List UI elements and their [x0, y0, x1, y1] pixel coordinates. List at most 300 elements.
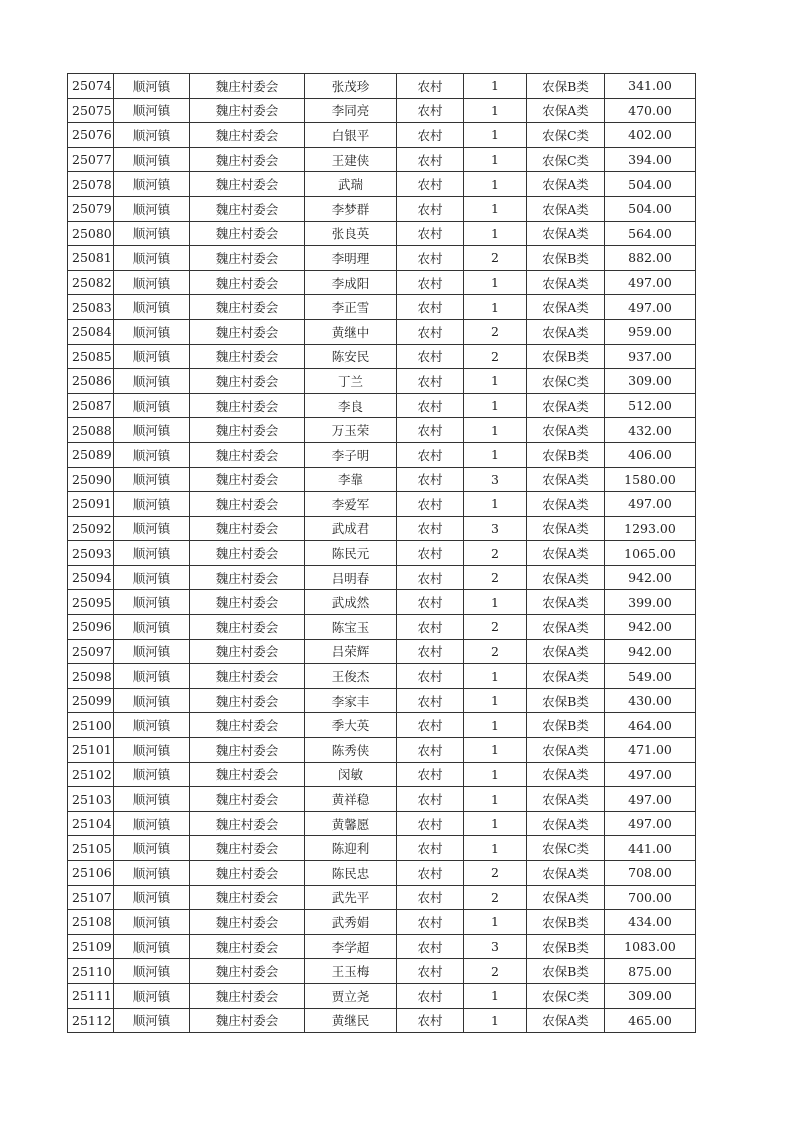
- record-id-cell: 25084: [68, 319, 114, 344]
- insurance-category-cell: 农保A类: [527, 196, 605, 221]
- person-name-cell: 李爱军: [305, 492, 397, 517]
- area-type-cell: 农村: [397, 393, 464, 418]
- area-type-cell: 农村: [397, 369, 464, 394]
- household-count-cell: 1: [464, 123, 527, 148]
- household-count-cell: 1: [464, 738, 527, 763]
- table-row: [68, 541, 696, 566]
- village-committee-cell: 魏庄村委会: [190, 738, 305, 763]
- amount-cell: 497.00: [605, 492, 696, 517]
- area-type-cell: 农村: [397, 516, 464, 541]
- record-id-cell: 25082: [68, 270, 114, 295]
- village-committee-cell: 魏庄村委会: [190, 713, 305, 738]
- town-cell: 顺河镇: [114, 1008, 190, 1033]
- village-committee-cell: 魏庄村委会: [190, 344, 305, 369]
- town-cell: 顺河镇: [114, 221, 190, 246]
- amount-cell: 497.00: [605, 295, 696, 320]
- insurance-category-cell: 农保A类: [527, 270, 605, 295]
- village-committee-cell: 魏庄村委会: [190, 98, 305, 123]
- village-committee-cell: 魏庄村委会: [190, 959, 305, 984]
- table-row: [68, 590, 696, 615]
- household-count-cell: 1: [464, 418, 527, 443]
- household-count-cell: 2: [464, 541, 527, 566]
- record-id-cell: 25083: [68, 295, 114, 320]
- amount-cell: 549.00: [605, 664, 696, 689]
- person-name-cell: 闵敏: [305, 762, 397, 787]
- table-row: [68, 910, 696, 935]
- village-committee-cell: 魏庄村委会: [190, 418, 305, 443]
- insurance-category-cell: 农保B类: [527, 959, 605, 984]
- household-count-cell: 1: [464, 664, 527, 689]
- area-type-cell: 农村: [397, 959, 464, 984]
- record-id-cell: 25087: [68, 393, 114, 418]
- household-count-cell: 1: [464, 270, 527, 295]
- record-id-cell: 25112: [68, 1008, 114, 1033]
- village-committee-cell: 魏庄村委会: [190, 541, 305, 566]
- village-committee-cell: 魏庄村委会: [190, 983, 305, 1008]
- amount-cell: 402.00: [605, 123, 696, 148]
- village-committee-cell: 魏庄村委会: [190, 270, 305, 295]
- insurance-category-cell: 农保C类: [527, 983, 605, 1008]
- town-cell: 顺河镇: [114, 541, 190, 566]
- household-count-cell: 1: [464, 910, 527, 935]
- area-type-cell: 农村: [397, 418, 464, 443]
- town-cell: 顺河镇: [114, 516, 190, 541]
- person-name-cell: 陈宝玉: [305, 615, 397, 640]
- record-id-cell: 25099: [68, 688, 114, 713]
- record-id-cell: 25110: [68, 959, 114, 984]
- insurance-category-cell: 农保A类: [527, 885, 605, 910]
- amount-cell: 464.00: [605, 713, 696, 738]
- insurance-category-cell: 农保C类: [527, 836, 605, 861]
- area-type-cell: 农村: [397, 811, 464, 836]
- village-committee-cell: 魏庄村委会: [190, 811, 305, 836]
- table-row: [68, 270, 696, 295]
- town-cell: 顺河镇: [114, 615, 190, 640]
- village-committee-cell: 魏庄村委会: [190, 467, 305, 492]
- household-count-cell: 1: [464, 98, 527, 123]
- town-cell: 顺河镇: [114, 172, 190, 197]
- household-count-cell: 1: [464, 1008, 527, 1033]
- household-count-cell: 2: [464, 246, 527, 271]
- town-cell: 顺河镇: [114, 98, 190, 123]
- insurance-category-cell: 农保A类: [527, 664, 605, 689]
- table-row: [68, 393, 696, 418]
- table-row: [68, 861, 696, 886]
- household-count-cell: 1: [464, 442, 527, 467]
- amount-cell: 471.00: [605, 738, 696, 763]
- person-name-cell: 王俊杰: [305, 664, 397, 689]
- person-name-cell: 王建侠: [305, 147, 397, 172]
- amount-cell: 432.00: [605, 418, 696, 443]
- household-count-cell: 1: [464, 836, 527, 861]
- household-count-cell: 1: [464, 393, 527, 418]
- table-row: [68, 713, 696, 738]
- table-row: [68, 467, 696, 492]
- amount-cell: 1293.00: [605, 516, 696, 541]
- record-id-cell: 25074: [68, 74, 114, 99]
- person-name-cell: 武秀娟: [305, 910, 397, 935]
- insurance-category-cell: 农保C类: [527, 123, 605, 148]
- record-id-cell: 25105: [68, 836, 114, 861]
- person-name-cell: 黄祥稳: [305, 787, 397, 812]
- person-name-cell: 丁兰: [305, 369, 397, 394]
- table-row: [68, 934, 696, 959]
- amount-cell: 434.00: [605, 910, 696, 935]
- household-count-cell: 1: [464, 147, 527, 172]
- record-id-cell: 25093: [68, 541, 114, 566]
- area-type-cell: 农村: [397, 565, 464, 590]
- area-type-cell: 农村: [397, 910, 464, 935]
- village-committee-cell: 魏庄村委会: [190, 934, 305, 959]
- insurance-category-cell: 农保B类: [527, 442, 605, 467]
- village-committee-cell: 魏庄村委会: [190, 910, 305, 935]
- amount-cell: 504.00: [605, 196, 696, 221]
- record-id-cell: 25080: [68, 221, 114, 246]
- town-cell: 顺河镇: [114, 639, 190, 664]
- person-name-cell: 张良英: [305, 221, 397, 246]
- insurance-category-cell: 农保A类: [527, 393, 605, 418]
- record-id-cell: 25101: [68, 738, 114, 763]
- amount-cell: 341.00: [605, 74, 696, 99]
- village-committee-cell: 魏庄村委会: [190, 1008, 305, 1033]
- table-row: [68, 147, 696, 172]
- insurance-category-cell: 农保B类: [527, 74, 605, 99]
- household-count-cell: 1: [464, 196, 527, 221]
- area-type-cell: 农村: [397, 344, 464, 369]
- insurance-category-cell: 农保A类: [527, 565, 605, 590]
- table-row: [68, 492, 696, 517]
- table-row: [68, 738, 696, 763]
- record-id-cell: 25100: [68, 713, 114, 738]
- household-count-cell: 1: [464, 492, 527, 517]
- insurance-category-cell: 农保A类: [527, 418, 605, 443]
- village-committee-cell: 魏庄村委会: [190, 196, 305, 221]
- person-name-cell: 吕明春: [305, 565, 397, 590]
- town-cell: 顺河镇: [114, 565, 190, 590]
- record-id-cell: 25078: [68, 172, 114, 197]
- table-body: [68, 74, 696, 1033]
- area-type-cell: 农村: [397, 688, 464, 713]
- town-cell: 顺河镇: [114, 934, 190, 959]
- insurance-category-cell: 农保A类: [527, 295, 605, 320]
- village-committee-cell: 魏庄村委会: [190, 664, 305, 689]
- town-cell: 顺河镇: [114, 344, 190, 369]
- amount-cell: 406.00: [605, 442, 696, 467]
- village-committee-cell: 魏庄村委会: [190, 861, 305, 886]
- amount-cell: 497.00: [605, 811, 696, 836]
- town-cell: 顺河镇: [114, 590, 190, 615]
- household-count-cell: 1: [464, 688, 527, 713]
- table-row: [68, 836, 696, 861]
- insurance-category-cell: 农保C类: [527, 147, 605, 172]
- town-cell: 顺河镇: [114, 664, 190, 689]
- area-type-cell: 农村: [397, 74, 464, 99]
- amount-cell: 309.00: [605, 983, 696, 1008]
- town-cell: 顺河镇: [114, 762, 190, 787]
- data-table: [67, 73, 696, 1033]
- person-name-cell: 李子明: [305, 442, 397, 467]
- amount-cell: 309.00: [605, 369, 696, 394]
- person-name-cell: 武成君: [305, 516, 397, 541]
- record-id-cell: 25077: [68, 147, 114, 172]
- amount-cell: 937.00: [605, 344, 696, 369]
- table-row: [68, 688, 696, 713]
- person-name-cell: 吕荣辉: [305, 639, 397, 664]
- insurance-category-cell: 农保A类: [527, 467, 605, 492]
- amount-cell: 942.00: [605, 565, 696, 590]
- table-row: [68, 369, 696, 394]
- area-type-cell: 农村: [397, 590, 464, 615]
- amount-cell: 430.00: [605, 688, 696, 713]
- amount-cell: 959.00: [605, 319, 696, 344]
- village-committee-cell: 魏庄村委会: [190, 688, 305, 713]
- household-count-cell: 2: [464, 344, 527, 369]
- insurance-category-cell: 农保B类: [527, 246, 605, 271]
- person-name-cell: 季大英: [305, 713, 397, 738]
- town-cell: 顺河镇: [114, 319, 190, 344]
- person-name-cell: 陈民元: [305, 541, 397, 566]
- person-name-cell: 陈民忠: [305, 861, 397, 886]
- town-cell: 顺河镇: [114, 270, 190, 295]
- area-type-cell: 农村: [397, 123, 464, 148]
- person-name-cell: 武瑞: [305, 172, 397, 197]
- record-id-cell: 25106: [68, 861, 114, 886]
- record-id-cell: 25107: [68, 885, 114, 910]
- person-name-cell: 张茂珍: [305, 74, 397, 99]
- record-id-cell: 25079: [68, 196, 114, 221]
- household-count-cell: 2: [464, 319, 527, 344]
- table-row: [68, 123, 696, 148]
- town-cell: 顺河镇: [114, 393, 190, 418]
- person-name-cell: 李明理: [305, 246, 397, 271]
- record-id-cell: 25097: [68, 639, 114, 664]
- village-committee-cell: 魏庄村委会: [190, 172, 305, 197]
- insurance-category-cell: 农保B类: [527, 934, 605, 959]
- amount-cell: 512.00: [605, 393, 696, 418]
- area-type-cell: 农村: [397, 98, 464, 123]
- insurance-category-cell: 农保A类: [527, 492, 605, 517]
- town-cell: 顺河镇: [114, 492, 190, 517]
- table-row: [68, 295, 696, 320]
- insurance-category-cell: 农保A类: [527, 516, 605, 541]
- area-type-cell: 农村: [397, 713, 464, 738]
- person-name-cell: 黄馨愿: [305, 811, 397, 836]
- amount-cell: 465.00: [605, 1008, 696, 1033]
- person-name-cell: 白银平: [305, 123, 397, 148]
- village-committee-cell: 魏庄村委会: [190, 369, 305, 394]
- table-row: [68, 74, 696, 99]
- table-row: [68, 246, 696, 271]
- village-committee-cell: 魏庄村委会: [190, 762, 305, 787]
- amount-cell: 497.00: [605, 270, 696, 295]
- amount-cell: 942.00: [605, 615, 696, 640]
- amount-cell: 1065.00: [605, 541, 696, 566]
- area-type-cell: 农村: [397, 147, 464, 172]
- area-type-cell: 农村: [397, 221, 464, 246]
- table-row: [68, 442, 696, 467]
- town-cell: 顺河镇: [114, 418, 190, 443]
- table-row: [68, 319, 696, 344]
- household-count-cell: 1: [464, 74, 527, 99]
- amount-cell: 708.00: [605, 861, 696, 886]
- household-count-cell: 2: [464, 639, 527, 664]
- insurance-category-cell: 农保B类: [527, 688, 605, 713]
- area-type-cell: 农村: [397, 861, 464, 886]
- table-row: [68, 639, 696, 664]
- table-row: [68, 98, 696, 123]
- village-committee-cell: 魏庄村委会: [190, 319, 305, 344]
- record-id-cell: 25094: [68, 565, 114, 590]
- amount-cell: 1083.00: [605, 934, 696, 959]
- village-committee-cell: 魏庄村委会: [190, 615, 305, 640]
- insurance-category-cell: 农保A类: [527, 811, 605, 836]
- village-committee-cell: 魏庄村委会: [190, 442, 305, 467]
- person-name-cell: 李同亮: [305, 98, 397, 123]
- household-count-cell: 1: [464, 172, 527, 197]
- person-name-cell: 陈迎利: [305, 836, 397, 861]
- town-cell: 顺河镇: [114, 836, 190, 861]
- person-name-cell: 李成阳: [305, 270, 397, 295]
- person-name-cell: 李正雪: [305, 295, 397, 320]
- amount-cell: 497.00: [605, 762, 696, 787]
- table-row: [68, 983, 696, 1008]
- household-count-cell: 1: [464, 713, 527, 738]
- record-id-cell: 25102: [68, 762, 114, 787]
- person-name-cell: 陈安民: [305, 344, 397, 369]
- area-type-cell: 农村: [397, 639, 464, 664]
- record-id-cell: 25088: [68, 418, 114, 443]
- household-count-cell: 3: [464, 516, 527, 541]
- table-row: [68, 762, 696, 787]
- household-count-cell: 3: [464, 467, 527, 492]
- amount-cell: 470.00: [605, 98, 696, 123]
- record-id-cell: 25098: [68, 664, 114, 689]
- amount-cell: 497.00: [605, 787, 696, 812]
- village-committee-cell: 魏庄村委会: [190, 639, 305, 664]
- town-cell: 顺河镇: [114, 147, 190, 172]
- person-name-cell: 陈秀侠: [305, 738, 397, 763]
- area-type-cell: 农村: [397, 762, 464, 787]
- amount-cell: 441.00: [605, 836, 696, 861]
- table-row: [68, 418, 696, 443]
- record-id-cell: 25089: [68, 442, 114, 467]
- village-committee-cell: 魏庄村委会: [190, 221, 305, 246]
- village-committee-cell: 魏庄村委会: [190, 492, 305, 517]
- town-cell: 顺河镇: [114, 861, 190, 886]
- village-committee-cell: 魏庄村委会: [190, 787, 305, 812]
- record-id-cell: 25111: [68, 983, 114, 1008]
- record-id-cell: 25085: [68, 344, 114, 369]
- person-name-cell: 黄继中: [305, 319, 397, 344]
- area-type-cell: 农村: [397, 1008, 464, 1033]
- amount-cell: 882.00: [605, 246, 696, 271]
- person-name-cell: 李良: [305, 393, 397, 418]
- area-type-cell: 农村: [397, 885, 464, 910]
- household-count-cell: 1: [464, 762, 527, 787]
- area-type-cell: 农村: [397, 738, 464, 763]
- insurance-category-cell: 农保A类: [527, 762, 605, 787]
- household-count-cell: 1: [464, 590, 527, 615]
- area-type-cell: 农村: [397, 787, 464, 812]
- table-row: [68, 664, 696, 689]
- insurance-category-cell: 农保A类: [527, 172, 605, 197]
- amount-cell: 1580.00: [605, 467, 696, 492]
- table-row: [68, 615, 696, 640]
- amount-cell: 942.00: [605, 639, 696, 664]
- insurance-category-cell: 农保B类: [527, 910, 605, 935]
- amount-cell: 564.00: [605, 221, 696, 246]
- person-name-cell: 王玉梅: [305, 959, 397, 984]
- table-row: [68, 885, 696, 910]
- village-committee-cell: 魏庄村委会: [190, 295, 305, 320]
- household-count-cell: 2: [464, 885, 527, 910]
- record-id-cell: 25103: [68, 787, 114, 812]
- town-cell: 顺河镇: [114, 983, 190, 1008]
- town-cell: 顺河镇: [114, 787, 190, 812]
- insurance-category-cell: 农保A类: [527, 861, 605, 886]
- village-committee-cell: 魏庄村委会: [190, 590, 305, 615]
- record-id-cell: 25081: [68, 246, 114, 271]
- area-type-cell: 农村: [397, 270, 464, 295]
- table-row: [68, 1008, 696, 1033]
- village-committee-cell: 魏庄村委会: [190, 246, 305, 271]
- area-type-cell: 农村: [397, 836, 464, 861]
- person-name-cell: 李学超: [305, 934, 397, 959]
- record-id-cell: 25108: [68, 910, 114, 935]
- insurance-category-cell: 农保A类: [527, 98, 605, 123]
- area-type-cell: 农村: [397, 295, 464, 320]
- town-cell: 顺河镇: [114, 442, 190, 467]
- amount-cell: 504.00: [605, 172, 696, 197]
- area-type-cell: 农村: [397, 172, 464, 197]
- record-id-cell: 25076: [68, 123, 114, 148]
- person-name-cell: 武先平: [305, 885, 397, 910]
- area-type-cell: 农村: [397, 934, 464, 959]
- amount-cell: 875.00: [605, 959, 696, 984]
- town-cell: 顺河镇: [114, 369, 190, 394]
- town-cell: 顺河镇: [114, 295, 190, 320]
- insurance-category-cell: 农保A类: [527, 639, 605, 664]
- household-count-cell: 1: [464, 369, 527, 394]
- insurance-category-cell: 农保A类: [527, 319, 605, 344]
- household-count-cell: 1: [464, 787, 527, 812]
- table-row: [68, 565, 696, 590]
- insurance-category-cell: 农保A类: [527, 221, 605, 246]
- village-committee-cell: 魏庄村委会: [190, 147, 305, 172]
- town-cell: 顺河镇: [114, 713, 190, 738]
- area-type-cell: 农村: [397, 664, 464, 689]
- amount-cell: 399.00: [605, 590, 696, 615]
- household-count-cell: 2: [464, 615, 527, 640]
- town-cell: 顺河镇: [114, 811, 190, 836]
- insurance-category-cell: 农保B类: [527, 713, 605, 738]
- person-name-cell: 李梦群: [305, 196, 397, 221]
- household-count-cell: 2: [464, 861, 527, 886]
- town-cell: 顺河镇: [114, 959, 190, 984]
- area-type-cell: 农村: [397, 541, 464, 566]
- person-name-cell: 武成然: [305, 590, 397, 615]
- town-cell: 顺河镇: [114, 123, 190, 148]
- village-committee-cell: 魏庄村委会: [190, 836, 305, 861]
- insurance-category-cell: 农保A类: [527, 787, 605, 812]
- town-cell: 顺河镇: [114, 885, 190, 910]
- person-name-cell: 万玉荣: [305, 418, 397, 443]
- area-type-cell: 农村: [397, 196, 464, 221]
- table-row: [68, 959, 696, 984]
- household-count-cell: 1: [464, 811, 527, 836]
- insurance-category-cell: 农保A类: [527, 1008, 605, 1033]
- table-row: [68, 787, 696, 812]
